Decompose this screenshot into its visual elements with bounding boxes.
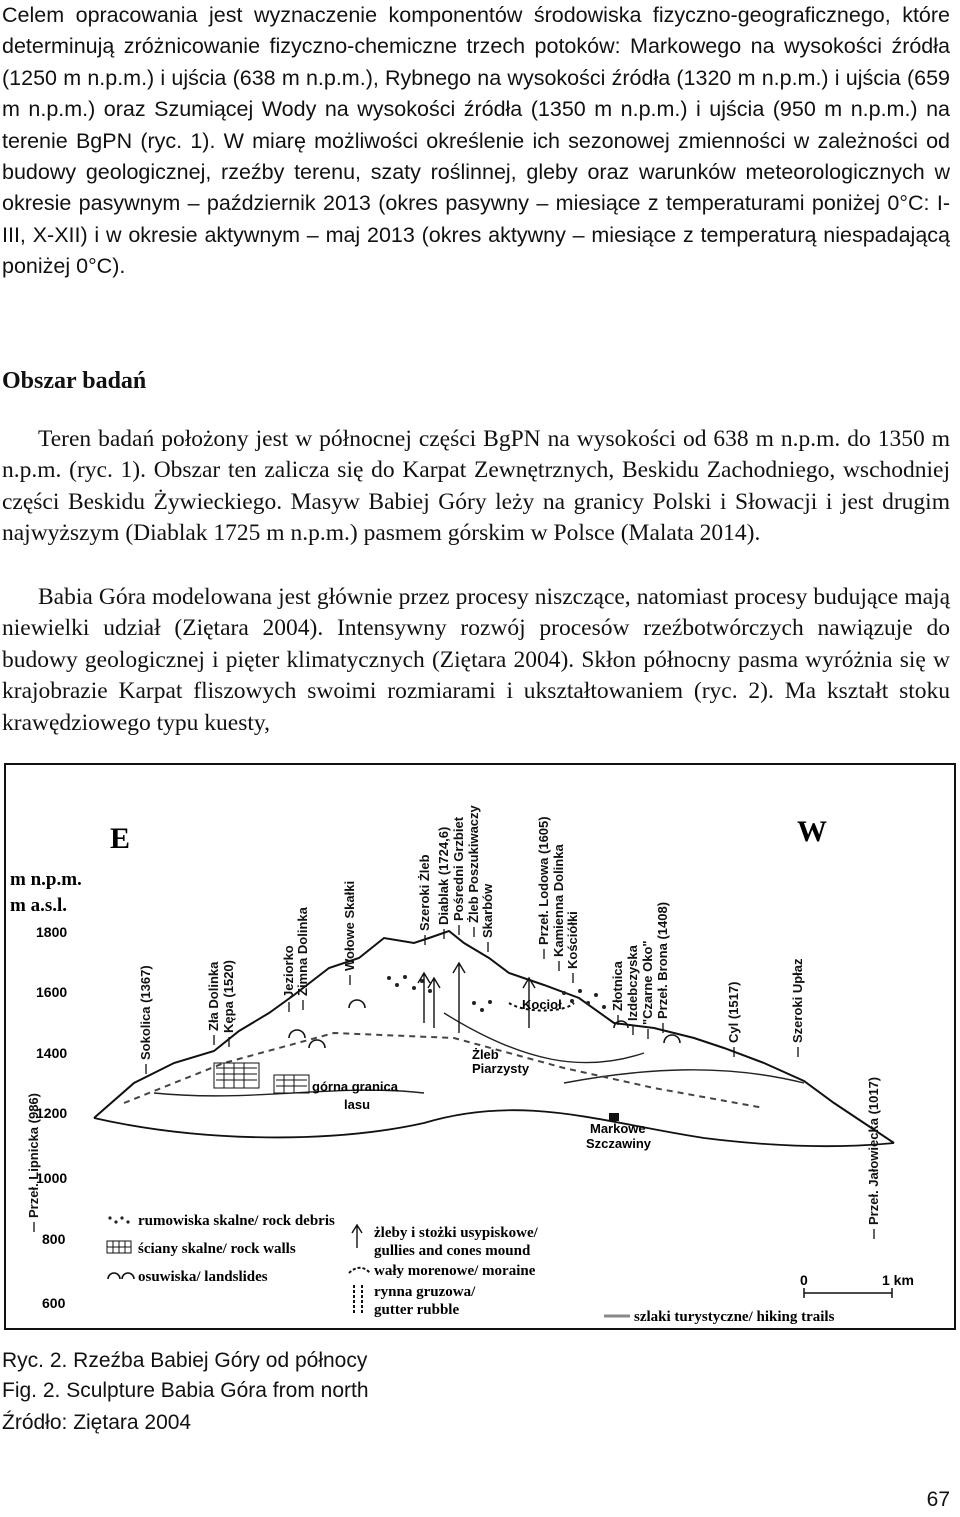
peak-label: Kościółki <box>565 911 580 969</box>
peak-label: Wołowe Skałki <box>342 880 357 971</box>
axis-unit-pl: m n.p.m. <box>10 869 82 890</box>
peak-label: Przeł. Lipnicka (986) <box>26 1093 41 1218</box>
axis-unit-en: m a.s.l. <box>10 895 67 916</box>
y-tick: 1800 <box>36 924 68 940</box>
label-kociol: Kocioł <box>522 997 562 1012</box>
legend-moraine: wały morenowe/ moraine <box>374 1263 536 1279</box>
label-markowe: Markowe <box>590 1121 646 1136</box>
peak-label: Cyl (1517) <box>726 981 741 1043</box>
peak-label: Przeł. Lodowa (1605) <box>536 816 551 945</box>
peak-label: "Czarne Oko" <box>640 940 655 1025</box>
peak-label: Szeroki Upłaz <box>790 958 805 1043</box>
peak-label: Diablak (1724,6) <box>436 826 451 925</box>
scale-zero: 0 <box>800 1272 808 1288</box>
peak-label: Kępa (1520) <box>221 960 236 1033</box>
y-tick: 600 <box>42 1295 66 1311</box>
peak-label: Przeł. Brona (1408) <box>655 901 670 1019</box>
label-zleb: Żleb <box>472 1047 499 1062</box>
label-lasu: lasu <box>344 1097 371 1112</box>
caption-source: Źródło: Ziętara 2004 <box>2 1411 192 1434</box>
peak-label: Zimna Dolinka <box>295 907 310 996</box>
peak-label: Jeziorko <box>281 945 296 998</box>
legend-rock-debris: rumowiska skalne/ rock debris <box>138 1213 335 1229</box>
scale-one: 1 km <box>882 1272 914 1288</box>
label-granica: górna granica <box>312 1079 398 1094</box>
peak-label: Kamienna Dolinka <box>551 844 566 957</box>
legend-gullies-2: gullies and cones mound <box>374 1243 531 1259</box>
y-tick: 1200 <box>36 1105 68 1121</box>
peak-label: Przeł. Jałowiecka (1017) <box>866 1076 881 1225</box>
caption-pl: Ryc. 2. Rzeźba Babiej Góry od północy <box>2 1349 368 1372</box>
section-heading: Obszar badań <box>2 368 147 394</box>
peak-label: Sokolica (1367) <box>138 965 153 1060</box>
direction-east: E <box>110 822 131 855</box>
legend-gutter-2: gutter rubble <box>374 1302 460 1318</box>
legend-trails: szlaki turystyczne/ hiking trails <box>634 1309 835 1325</box>
section-paragraph-1: Teren badań położony jest w północnej części BgPN na wysokości od 638 m n.p.m. do 1350 m n.p.m. (ryc. 1). Obszar ten zalicza się do Karpat Zewnętrznych, Beskidu Zachodniego, wschodniej części Beskidu Żywieckiego. Masyw Babiej Góry leży na granicy Polski i Słowacji i jest drugim najwyższym (Diablak 1725 m n.p.m.) pasmem górskim w Polsce (Malata 2014). <box>2 426 950 547</box>
peak-label: Skarbów <box>480 883 495 938</box>
legend-gutter-1: rynna gruzowa/ <box>374 1284 476 1300</box>
relief-figure <box>4 763 956 1330</box>
peak-label: Żleb Poszukiwaczy <box>466 805 481 923</box>
legend-rock-walls: ściany skalne/ rock walls <box>138 1241 296 1257</box>
y-tick: 800 <box>42 1231 66 1247</box>
peak-label: Pośredni Grzbiet <box>451 816 466 921</box>
label-szczawiny: Szczawiny <box>586 1136 652 1151</box>
y-tick: 1000 <box>36 1170 68 1186</box>
direction-west: W <box>797 815 827 848</box>
y-tick: 1400 <box>36 1045 68 1061</box>
legend-gullies-1: żleby i stożki usypiskowe/ <box>374 1225 538 1241</box>
hut-symbol <box>609 1113 619 1121</box>
page-number: 67 <box>926 1488 950 1511</box>
legend-landslides: osuwiska/ landslides <box>138 1269 268 1285</box>
peak-label: Złotnica <box>610 961 625 1011</box>
label-piarzysty: Piarzysty <box>472 1061 530 1076</box>
peak-label: Szeroki Żleb <box>417 854 432 931</box>
intro-paragraph: Celem opracowania jest wyznaczenie komponentów środowiska fizyczno-geograficznego, które determinują zróżnicowanie fizyczno-chemiczne trzech potoków: Markowego na wysokości źródła (1250 m n.p.m.) i ujścia (638 m n.p.m.), Rybnego na wysokości źródła (1320 m n.p.m.) i ujścia (659 m n.p.m.) oraz Szumiącej Wody na wysokości źródła (1350 m n.p.m.) i ujścia (950 m n.p.m.) na terenie BgPN (ryc. 1). W miarę możliwości określenie ich sezonowej zmienności w zależności od budowy geologicznej, rzeźby terenu, szaty roślinnej, gleby oraz warunków meteorologicznych w okresie pasywnym – październik 2013 (okres pasywny – miesiące z temperaturami poniżej 0°C: I-III, X-XII) i w okresie aktywnym – maj 2013 (okres aktywny – miesiące z temperaturą niespadającą poniżej 0°C). <box>2 3 950 279</box>
peak-label: Zła Dolinka <box>206 961 221 1031</box>
caption-en: Fig. 2. Sculpture Babia Góra from north <box>2 1379 369 1402</box>
section-paragraph-2: Babia Góra modelowana jest głównie przez procesy niszczące, natomiast procesy budujące mają niewielki udział (Ziętara 2004). Intensywny rozwój procesów rzeźbotwórczych nawiązuje do budowy geologicznej i pięter klimatycznych (Ziętara 2004). Skłon północny pasma wyróżnia się w krajobrazie Karpat fliszowych swoimi rozmiarami i ukształtowaniem (ryc. 2). Ma kształt stoku krawędziowego typu kuesty, <box>2 584 950 736</box>
peak-label: Izdebczyska <box>625 945 640 1021</box>
y-tick: 1600 <box>36 984 68 1000</box>
